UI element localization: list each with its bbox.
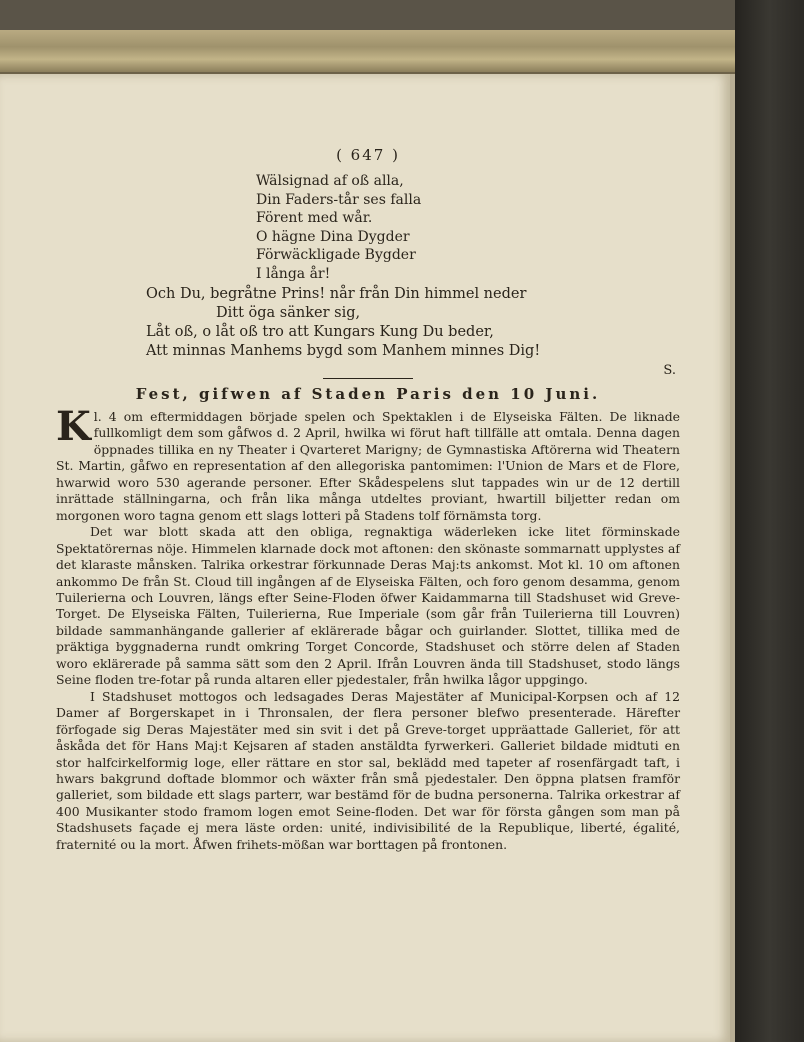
drop-cap: K <box>56 403 91 450</box>
page-content <box>56 146 680 853</box>
poem-line: Och Du, begråtne Prins! når från Din himmel neder <box>146 286 527 302</box>
paragraph-text: l. 4 om eftermiddagen började spelen och Spektaklen i de Elyseiska Fälten. De liknade fullkomligt dem som gåfwos d. 2 April, hwilka wi förut haft tillfälle att omtala. Denna dagen öppnades tillika en ny Theater i Qvarteret Marigny; de Gymnastiska Aftörerna wid Theatern St. Martin, gåfwo en representation af den allegoriska pantomimen: l'Union de Mars et de Flore, hwarwid woro 530 agerande personer. Efter Skådespelens slut tappades win ur de 12 dertill inrättade ställningarna, och från lika många utdeltes proviant, hwartill biljetter redan om morgonen woro tagna genom ett slags lotteri på Stadens tolf förnämsta torg. <box>56 409 680 523</box>
book-page <box>0 74 730 1042</box>
poem-line: Ditt öga sänker sig, <box>216 305 361 321</box>
article-paragraph <box>56 403 680 524</box>
poem-line: Din Faders-tår ses falla <box>256 191 422 208</box>
poem-line: I långa år! <box>256 265 331 282</box>
poem-stanza <box>256 172 680 283</box>
poem-line: O hägne Dina Dygder <box>256 228 410 245</box>
section-divider <box>323 378 413 379</box>
article-paragraph: Det war blott skada att den obliga, regnaktiga wäderleken icke litet förminskade Spektatörernas nöje. Himmelen klarnade dock mot aftonen: den skönaste sommarnatt upplystes af det klaraste månsken. Talrika orkestrar förkunnade Deras Maj:ts ankomst. Mot kl. 10 om aftonen ankommo De från St. Cloud till ingången af de Elyseiska Fälten, och foro genom desamma, genom Tuilerierna och Louvren, längs efter Seine-Floden öfwer Kaidammarna till Stadshuset wid Greve-Torget. De Elyseiska Fälten, Tuilerierna, Rue Imperiale (som går från Tuilerierna till Louvren) bildade sammanhängande gallerier af eklärerade bågar och guirlander. Slottet, tillika med de präktiga byggnaderna rundt omkring Torget Concorde, Stadshuset och större delen af Staden woro eklärerade på samma sätt som den 2 April. Ifrån Louvren ända till Stadshuset, stodo längs Seine floden tre-fotar på runda altaren eller pjedestaler, från hwilka lågor uppgingo. <box>56 524 680 688</box>
article-heading: Fest, gifwen af Staden Paris den 10 Juni. <box>135 385 601 403</box>
poem-line: Förwäckligade Bygder <box>256 247 416 263</box>
page-number: ( 647 ) <box>336 146 400 164</box>
poem-line: Att minnas Manhems bygd som Manhem minnes Dig! <box>146 343 541 359</box>
poem-line: Förent med wår. <box>256 210 373 226</box>
poem-signature: S. <box>663 363 676 378</box>
book-page-edges <box>0 30 735 74</box>
poem-final-stanza <box>146 285 680 361</box>
book-cover-edge <box>735 0 804 1042</box>
poem-line: Låt oß, o låt oß tro att Kungars Kung Du beder, <box>146 324 494 340</box>
article-paragraph: I Stadshuset mottogos och ledsagades Deras Majestäter af Municipal-Korpsen och af 12 Damer af Borgerskapet in i Thronsalen, der flera personer blefwo presenterade. Härefter förfogade sig Deras Majestäter med sin svit i det på Greve-torget uppräattade Galleriet, för att åskåda det för Hans Maj:t Kejsaren af staden anstäldta fyrwerkeri. Galleriet bildade midtuti en stor halfcirkelformig loge, eller rättare en stor sal, beklädd med tapeter af rosenfärgadt taft, i hwars bakgrund doftade blommor och wäxter från små pjedestaler. Den öppna platsen framför galleriet, som bildade ett slags parterr, war bestämd för de budna personerna. Talrika orkestrar af 400 Musikanter stodo framom logen emot Seine-floden. Det war för första gången som man på Stadshusets façade ej mera läste orden: unité, indivisibilité de la Republique, liberté, égalité, fraternité ou la mort. Åfwen frihets-mößan war borttagen på frontonen. <box>56 688 680 852</box>
poem-line: Wälsignad af oß alla, <box>256 173 404 189</box>
background-top <box>0 0 804 30</box>
